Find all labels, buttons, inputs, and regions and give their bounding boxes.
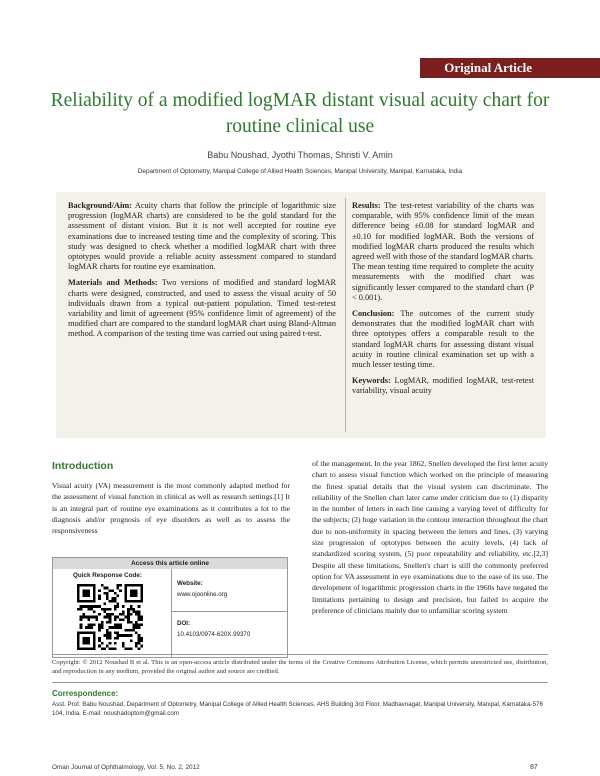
abstract-results xyxy=(352,201,534,303)
background-text: Acuity charts that follow the principle of logarithmic size progression (logMAR charts) are considered to be the gold standard for the assessment of distant vision. But it is not well accepted for routine eye examinations due to increased testing time and the complexity of scoring. This study was designed to check whether a modified logMAR chart with three optotypes would provide a reliable acuity assessment compared to standard logMAR charts for routine eye examination. xyxy=(68,201,336,272)
copyright-top-rule xyxy=(52,654,548,655)
introduction-heading: Introduction xyxy=(52,460,114,472)
doi-label: DOI: xyxy=(177,620,191,627)
keywords-text: LogMAR, modified logMAR, test-retest variability, visual acuity xyxy=(352,376,534,396)
results-text: The test-retest variability of the charts was comparable, with 95% confidence limit of the mean difference being ±0.08 for standard logMAR and ±0.10 for modified logMAR. Both the versions of modified logMAR charts produced the results which agreed well with those of the standard logMAR charts. The mean testing time required to complete the acuity measurements with the modified chart was significantly lesser compared to the standard chart (P < 0.001). xyxy=(352,201,534,302)
correspondence-text: Asst. Prof. Babu Noushad, Department of Optometry, Manipal College of Allied Health Sciences, AHS Building 3rd Floor, Madhavnagar, Manipal University, Manipal, Karnataka-576 104, India. E-mail: noushadoptom@gmail.com xyxy=(52,701,543,718)
footer-journal-citation: Oman Journal of Ophthalmology, Vol. 5, No. 2, 2012 xyxy=(52,764,200,771)
methods-label: Materials and Methods: xyxy=(68,278,158,288)
methods-text: Two versions of modified and standard logMAR charts were designed, constructed, and used to assess the visual acuity of 50 individuals drawn from a typical out-patient population. Timed test-retest variability and limit of agreement (95% confidence limit of agreement) of the modified chart are compared to the standard logMAR chart using Bland-Altman method. A comparison of the testing time was carried out using paired t-test. xyxy=(68,278,336,339)
access-box-horizontal-divider xyxy=(171,611,287,612)
article-type-banner xyxy=(420,58,600,78)
author-list: Babu Noushad, Jyothi Thomas, Shristi V. Amin xyxy=(207,150,393,160)
article-type-label: Original Article xyxy=(444,60,532,75)
introduction-right-text: of the management. In the year 1862, Snellen developed the first letter acuity chart to assess visual function which worked on the principle of measuring the finest spatial details that the visual system can discriminate. The reliability of the Snellen chart later came under criticism due to (1) disparity in the number of letters in each line causing a varying level of difficulty for the subjects; (2) huge variation in the contour interaction throughout the chart due to non-uniformity in spacing between the letters and lines, (3) varying size progression of optotypes between the acuity levels, (4) lack of standardized scoring system, (5) poor repeatability and reliability, etc.[2,3] Despite all these limitations, Snellen's chart is still the commonly preferred option for VA assessment in eye examinations due to the ease of its use. The development of logarithmic progression charts in the 1960s have negated the limitations pertaining to design and precision, but failed to acquire the preference of clinicians mainly due to unfamiliar scoring system xyxy=(312,459,548,615)
background-label: Background/Aim: xyxy=(68,201,132,210)
access-box-header: Access this article online xyxy=(53,558,287,569)
correspondence-heading: Correspondence: xyxy=(52,689,119,698)
conclusion-label: Conclusion: xyxy=(352,309,395,319)
keywords-label: Keywords: xyxy=(352,376,391,386)
access-article-box xyxy=(52,557,288,658)
abstract-conclusion xyxy=(352,309,534,370)
abstract-column-divider xyxy=(345,198,346,432)
doi-link[interactable]: 10.4103/0974-620X.99370 xyxy=(177,631,251,638)
introduction-left-text: Visual acuity (VA) measurement is the most commonly adapted method for the assessment of visual function in clinical as well as research settings.[1] It is an integral part of routine eye examinations as it contributes a lot to the diagnosis and/or prognosis of eye disorders as well as to assess the responsiveness xyxy=(52,481,290,536)
website-link[interactable]: www.ojoonline.org xyxy=(177,591,228,598)
footer-page-number: 87 xyxy=(530,764,538,771)
qr-code-label: Quick Response Code: xyxy=(73,572,142,579)
access-box-vertical-divider xyxy=(171,569,172,657)
abstract-background xyxy=(68,201,336,272)
abstract-right-column xyxy=(352,201,534,403)
qr-code-icon[interactable] xyxy=(77,584,143,650)
website-label: Website: xyxy=(177,580,203,587)
conclusion-text: The outcomes of the current study demonstrates that the modified logMAR chart with three optotypes offers a comparable result to the standard logMAR charts for assessing distant visual acuity in routine clinical examination set up with a much lesser testing time. xyxy=(352,309,534,370)
copyright-notice: Copyright: © 2012 Noushad B et al. This is an open-access article distributed under the terms of the Creative Commons Attribution License, which permits unrestricted use, distribution, and reproduction in any medium, provided the original author and source are credited. xyxy=(52,659,548,676)
abstract-left-column xyxy=(68,201,336,346)
abstract-methods xyxy=(68,278,336,339)
abstract-keywords xyxy=(352,376,534,396)
results-label: Results: xyxy=(352,201,381,210)
article-title: Reliability of a modified logMAR distant visual acuity chart for routine clinical use xyxy=(50,90,550,137)
affiliation: Department of Optometry, Manipal College of Allied Health Sciences, Manipal University, Manipal, Karnataka, India xyxy=(137,168,463,175)
correspondence-top-rule xyxy=(52,682,548,683)
